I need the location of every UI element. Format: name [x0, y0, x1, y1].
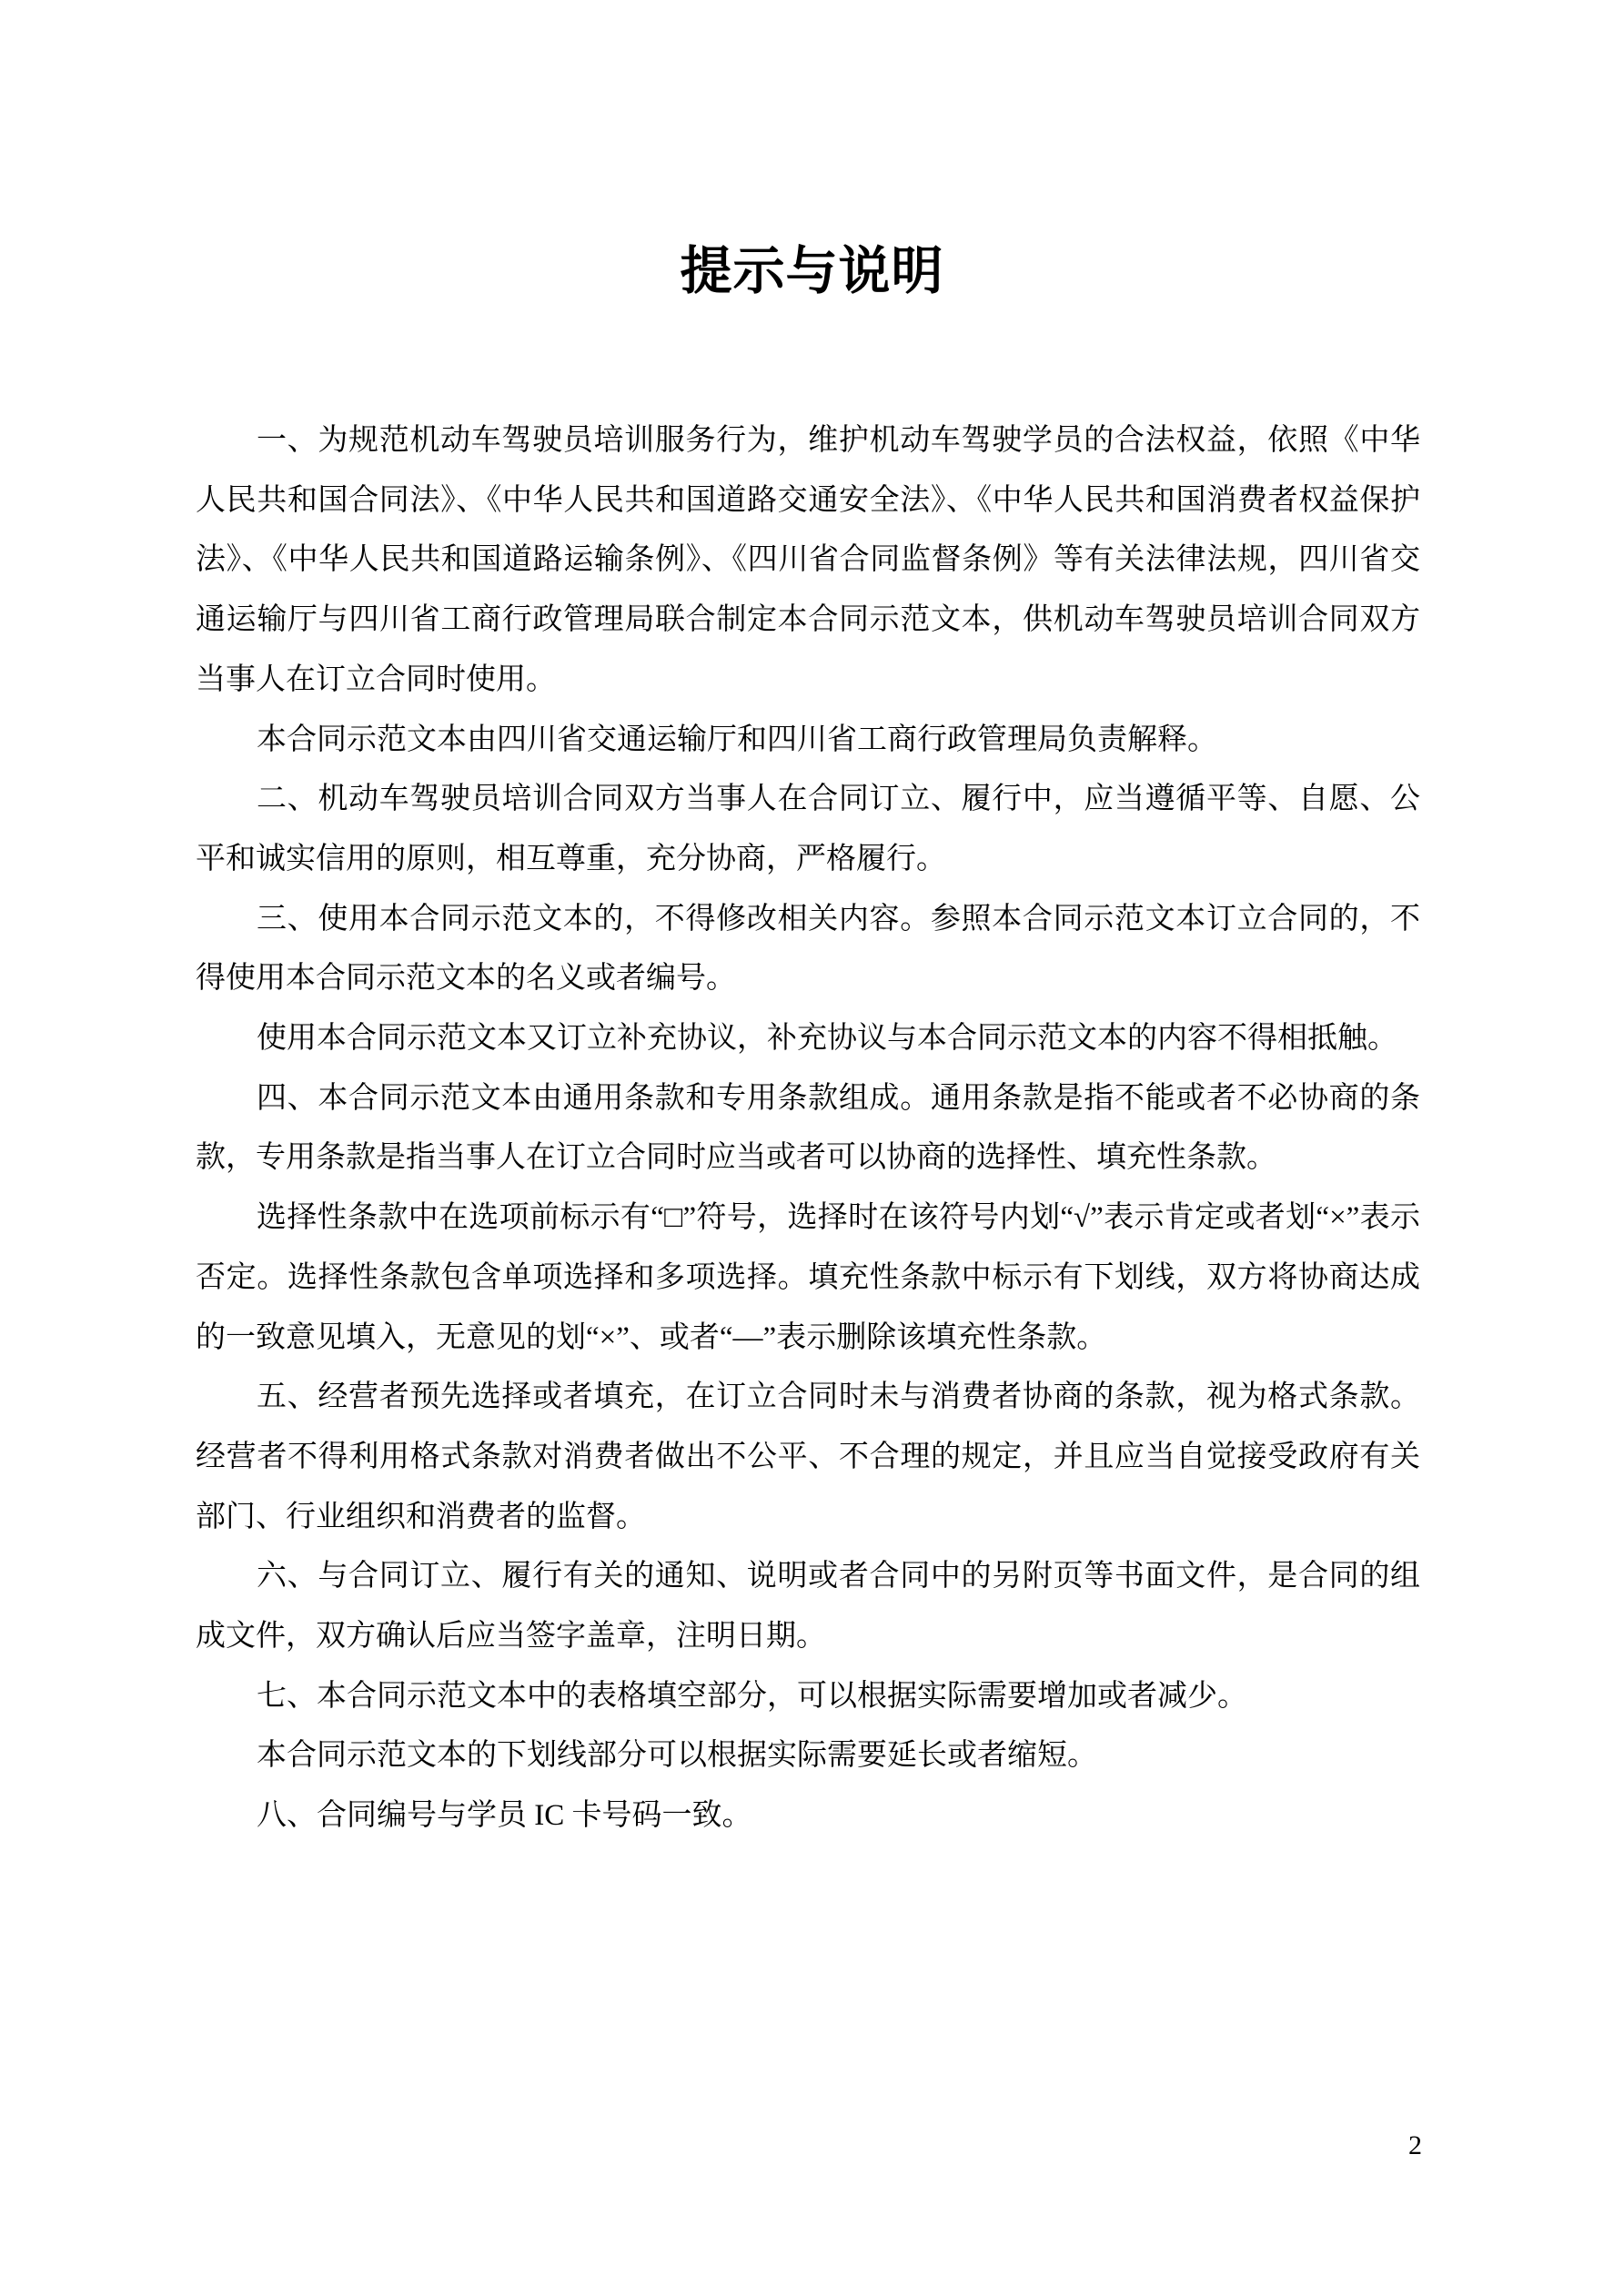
paragraph: 选择性条款中在选项前标示有“□”符号，选择时在该符号内划“√”表示肯定或者划“×”表示否定。选择性条款包含单项选择和多项选择。填充性条款中标示有下划线，双方将协商达成的一致意见填入，无意见的划“×”、或者“—”表示删除该填充性条款。: [196, 1201, 1420, 1354]
paragraph: 六、与合同订立、履行有关的通知、说明或者合同中的另附页等书面文件，是合同的组成文件，双方确认后应当签字盖章，注明日期。: [196, 1560, 1420, 1654]
document-body: [196, 411, 1420, 1846]
paragraph: 四、本合同示范文本由通用条款和专用条款组成。通用条款是指不能或者不必协商的条款，专用条款是指当事人在订立合同时应当或者可以协商的选择性、填充性条款。: [196, 1081, 1420, 1175]
page-number: 2: [1408, 2130, 1422, 2160]
paragraph: 三、使用本合同示范文本的，不得修改相关内容。参照本合同示范文本订立合同的，不得使用本合同示范文本的名义或者编号。: [196, 902, 1420, 996]
paragraph: 八、合同编号与学员 IC 卡号码一致。: [257, 1799, 752, 1833]
paragraph: 七、本合同示范文本中的表格填空部分，可以根据实际需要增加或者减少。: [257, 1679, 1247, 1713]
paragraph: 五、经营者预先选择或者填充，在订立合同时未与消费者协商的条款，视为格式条款。经营者不得利用格式条款对消费者做出不公平、不合理的规定，并且应当自觉接受政府有关部门、行业组织和消费者的监督。: [196, 1381, 1420, 1533]
paragraph: 二、机动车驾驶员培训合同双方当事人在合同订立、履行中，应当遵循平等、自愿、公平和诚实信用的原则，相互尊重，充分协商，严格履行。: [196, 783, 1420, 875]
page-title: 提示与说明: [680, 243, 944, 300]
paragraph: 使用本合同示范文本又订立补充协议，补充协议与本合同示范文本的内容不得相抵触。: [257, 1022, 1397, 1056]
paragraph: 本合同示范文本的下划线部分可以根据实际需要延长或者缩短。: [257, 1739, 1097, 1773]
paragraph: 本合同示范文本由四川省交通运输厅和四川省工商行政管理局负责解释。: [257, 723, 1217, 756]
paragraph: 一、为规范机动车驾驶员培训服务行为，维护机动车驾驶学员的合法权益，依照《中华人民共和国合同法》、《中华人民共和国道路交通安全法》、《中华人民共和国消费者权益保护法》、《中华人民共和国道路运输条例》、《四川省合同监督条例》等有关法律法规，四川省交通运输厅与四川省工商行政管理局联合制定本合同示范文本，供机动车驾驶员培训合同双方当事人在订立合同时使用。: [196, 424, 1420, 696]
